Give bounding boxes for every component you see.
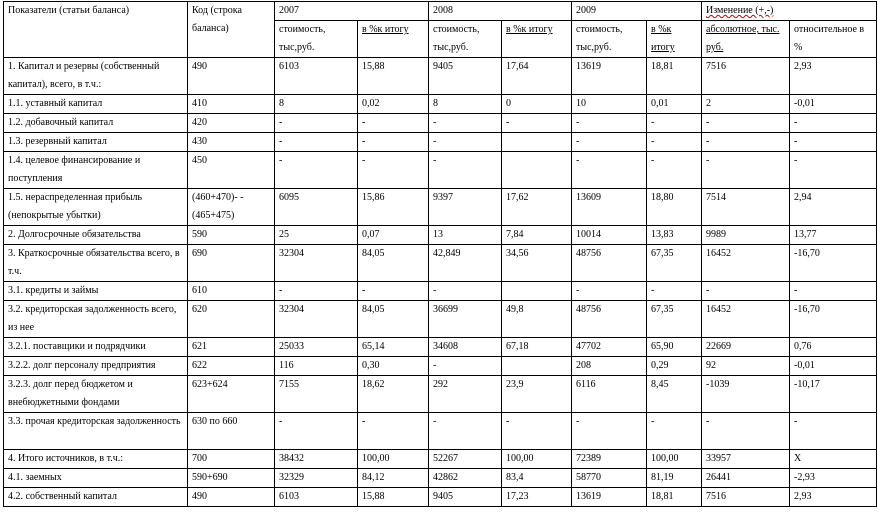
- row-name: 3.2.3. долг перед бюджетом и внебюджетными фондами: [4, 376, 188, 413]
- cost-2009: -: [572, 282, 647, 301]
- cost-2008: 8: [429, 95, 502, 114]
- cost-2008: 9397: [429, 189, 502, 226]
- change-abs: 26441: [702, 469, 790, 488]
- cost-2007: 8: [275, 95, 358, 114]
- cost-2008: 292: [429, 376, 502, 413]
- cost-2008: -: [429, 133, 502, 152]
- row-name: 1.3. резервный капитал: [4, 133, 188, 152]
- header-change: Изменение (+,-): [702, 2, 877, 21]
- row-name: 1. Капитал и резервы (собственный капитал), всего, в т.ч.:: [4, 58, 188, 95]
- share-2009: 0,01: [647, 95, 702, 114]
- cost-2008: -: [429, 357, 502, 376]
- share-2007: 0,30: [358, 357, 429, 376]
- change-rel: -2,93: [790, 469, 877, 488]
- row-code: 590+690: [188, 469, 275, 488]
- cost-2009: 208: [572, 357, 647, 376]
- row-name: 3. Краткосрочные обязательства всего, в т.ч.: [4, 245, 188, 282]
- table-row: [4, 282, 877, 301]
- change-abs: 7514: [702, 189, 790, 226]
- row-code: 490: [188, 58, 275, 95]
- share-2009: -: [647, 114, 702, 133]
- cost-2008: 34608: [429, 338, 502, 357]
- header-year-2008: 2008: [429, 2, 572, 21]
- cost-2008: -: [429, 413, 502, 450]
- row-code: 490: [188, 488, 275, 507]
- row-name: 1.2. добавочный капитал: [4, 114, 188, 133]
- row-code: 621: [188, 338, 275, 357]
- cost-2007: 7155: [275, 376, 358, 413]
- cost-2007: 25033: [275, 338, 358, 357]
- share-2008: -: [502, 114, 572, 133]
- table-row: [4, 226, 877, 245]
- cost-2009: 72389: [572, 450, 647, 469]
- row-code: 450: [188, 152, 275, 189]
- change-rel: -10,17: [790, 376, 877, 413]
- share-2009: 18,81: [647, 58, 702, 95]
- row-name: 4. Итого источников, в т.ч.:: [4, 450, 188, 469]
- cost-2009: 13609: [572, 189, 647, 226]
- cost-2007: 38432: [275, 450, 358, 469]
- share-2008: [502, 357, 572, 376]
- table-row: [4, 133, 877, 152]
- row-code: 620: [188, 301, 275, 338]
- change-rel: -: [790, 114, 877, 133]
- cost-2009: 48756: [572, 245, 647, 282]
- row-code: 700: [188, 450, 275, 469]
- header-rel: относительное в %: [790, 21, 877, 58]
- cost-2009: 6116: [572, 376, 647, 413]
- row-code: 410: [188, 95, 275, 114]
- balance-table: [3, 1, 877, 507]
- share-2009: 13,83: [647, 226, 702, 245]
- share-2007: 15,86: [358, 189, 429, 226]
- share-2007: 0,02: [358, 95, 429, 114]
- table-row: [4, 114, 877, 133]
- cost-2009: 13619: [572, 488, 647, 507]
- table-row: [4, 245, 877, 282]
- row-code: 622: [188, 357, 275, 376]
- share-2008: 17,23: [502, 488, 572, 507]
- share-2009: 81,19: [647, 469, 702, 488]
- cost-2007: -: [275, 133, 358, 152]
- share-2009: 67,35: [647, 301, 702, 338]
- header-code: Код (строка баланса): [188, 2, 275, 58]
- row-code: 590: [188, 226, 275, 245]
- table-row: [4, 469, 877, 488]
- header-year-2009: 2009: [572, 2, 702, 21]
- cost-2009: 10: [572, 95, 647, 114]
- cost-2008: -: [429, 114, 502, 133]
- row-name: 2. Долгосрочные обязательства: [4, 226, 188, 245]
- cost-2007: 32304: [275, 301, 358, 338]
- table-row: [4, 376, 877, 413]
- change-rel: -: [790, 152, 877, 189]
- share-2008: [502, 152, 572, 189]
- share-2007: -: [358, 413, 429, 450]
- change-abs: 33957: [702, 450, 790, 469]
- share-2007: -: [358, 114, 429, 133]
- share-2008: 100,00: [502, 450, 572, 469]
- share-2008: 34,56: [502, 245, 572, 282]
- change-rel: -16,70: [790, 245, 877, 282]
- share-2007: 84,05: [358, 301, 429, 338]
- cost-2007: -: [275, 282, 358, 301]
- share-2009: -: [647, 152, 702, 189]
- row-name: 1.1. уставный капитал: [4, 95, 188, 114]
- change-rel: 13,77: [790, 226, 877, 245]
- share-2009: 18,80: [647, 189, 702, 226]
- share-2008: 7,84: [502, 226, 572, 245]
- share-2008: 0: [502, 95, 572, 114]
- change-abs: -: [702, 114, 790, 133]
- change-rel: -16,70: [790, 301, 877, 338]
- table-row: [4, 58, 877, 95]
- table-row: [4, 95, 877, 114]
- cost-2007: 6103: [275, 488, 358, 507]
- cost-2009: 13619: [572, 58, 647, 95]
- change-abs: -: [702, 413, 790, 450]
- share-2007: 15,88: [358, 58, 429, 95]
- cost-2009: -: [572, 413, 647, 450]
- share-2009: -: [647, 413, 702, 450]
- share-2008: 49,8: [502, 301, 572, 338]
- share-2009: 8,45: [647, 376, 702, 413]
- cost-2009: -: [572, 152, 647, 189]
- table-row: [4, 357, 877, 376]
- share-2009: 65,90: [647, 338, 702, 357]
- share-2009: -: [647, 282, 702, 301]
- cost-2009: -: [572, 133, 647, 152]
- header-cost-2008: стоимость, тыс,руб.: [429, 21, 502, 58]
- table-row: [4, 450, 877, 469]
- change-abs: 92: [702, 357, 790, 376]
- change-rel: 2,94: [790, 189, 877, 226]
- row-name: 4.2. собственный капитал: [4, 488, 188, 507]
- row-name: 3.3. прочая кредиторская задолженность: [4, 413, 188, 450]
- share-2007: -: [358, 282, 429, 301]
- share-2008: 83,4: [502, 469, 572, 488]
- share-2008: 23,9: [502, 376, 572, 413]
- row-name: 1.4. целевое финансирование и поступления: [4, 152, 188, 189]
- change-rel: 0,76: [790, 338, 877, 357]
- change-rel: -0,01: [790, 357, 877, 376]
- row-name: 3.2.1. поставщики и подрядчики: [4, 338, 188, 357]
- change-rel: -: [790, 133, 877, 152]
- header-year-2007: 2007: [275, 2, 429, 21]
- cost-2007: 6103: [275, 58, 358, 95]
- share-2008: -: [502, 413, 572, 450]
- share-2009: 18,81: [647, 488, 702, 507]
- cost-2007: 6095: [275, 189, 358, 226]
- change-abs: -: [702, 282, 790, 301]
- cost-2008: 42862: [429, 469, 502, 488]
- share-2008: [502, 282, 572, 301]
- change-abs: 16452: [702, 301, 790, 338]
- cost-2007: -: [275, 413, 358, 450]
- cost-2009: 47702: [572, 338, 647, 357]
- share-2007: -: [358, 152, 429, 189]
- table-row: [4, 152, 877, 189]
- cost-2007: 25: [275, 226, 358, 245]
- change-abs: 16452: [702, 245, 790, 282]
- cost-2007: -: [275, 152, 358, 189]
- share-2007: 65,14: [358, 338, 429, 357]
- row-code: (460+470)- -(465+475): [188, 189, 275, 226]
- cost-2008: -: [429, 152, 502, 189]
- header-share-2008: в %к итогу: [502, 21, 572, 58]
- header-share-2009: в %к итогу: [647, 21, 702, 58]
- row-code: 690: [188, 245, 275, 282]
- change-rel: Х: [790, 450, 877, 469]
- row-name: 3.2.2. долг персоналу предприятия: [4, 357, 188, 376]
- change-abs: 9989: [702, 226, 790, 245]
- row-name: 4.1. заемных: [4, 469, 188, 488]
- share-2009: 100,00: [647, 450, 702, 469]
- row-code: 623+624: [188, 376, 275, 413]
- header-abs: абсолютное, тыс. руб.: [702, 21, 790, 58]
- cost-2008: 9405: [429, 58, 502, 95]
- cost-2008: 9405: [429, 488, 502, 507]
- cost-2009: 10014: [572, 226, 647, 245]
- share-2009: 0,29: [647, 357, 702, 376]
- share-2007: 18,62: [358, 376, 429, 413]
- header-row-top: [4, 2, 877, 21]
- cost-2007: -: [275, 114, 358, 133]
- table-row: [4, 338, 877, 357]
- change-rel: -0,01: [790, 95, 877, 114]
- change-rel: -: [790, 282, 877, 301]
- row-name: 3.1. кредиты и займы: [4, 282, 188, 301]
- row-code: 420: [188, 114, 275, 133]
- change-abs: -: [702, 152, 790, 189]
- cost-2008: 52267: [429, 450, 502, 469]
- table-row: [4, 413, 877, 450]
- table-row: [4, 189, 877, 226]
- row-code: 430: [188, 133, 275, 152]
- row-code: 610: [188, 282, 275, 301]
- cost-2009: -: [572, 114, 647, 133]
- share-2007: -: [358, 133, 429, 152]
- change-abs: 7516: [702, 488, 790, 507]
- share-2009: 67,35: [647, 245, 702, 282]
- share-2009: -: [647, 133, 702, 152]
- row-name: 1.5. нераспределенная прибыль (непокрытые убытки): [4, 189, 188, 226]
- change-abs: 2: [702, 95, 790, 114]
- header-cost-2007: стоимость, тыс,руб.: [275, 21, 358, 58]
- row-code: 630 по 660: [188, 413, 275, 450]
- header-indicator: Показатели (статьи баланса): [4, 2, 188, 58]
- cost-2007: 32329: [275, 469, 358, 488]
- change-rel: 2,93: [790, 58, 877, 95]
- change-abs: 7516: [702, 58, 790, 95]
- change-abs: -1039: [702, 376, 790, 413]
- header-share-2007: в %к итогу: [358, 21, 429, 58]
- share-2008: 17,62: [502, 189, 572, 226]
- table-row: [4, 301, 877, 338]
- cost-2007: 116: [275, 357, 358, 376]
- share-2007: 100,00: [358, 450, 429, 469]
- cost-2008: -: [429, 282, 502, 301]
- share-2008: [502, 133, 572, 152]
- row-name: 3.2. кредиторская задолженность всего, из нее: [4, 301, 188, 338]
- header-cost-2009: стоимость, тыс,руб.: [572, 21, 647, 58]
- cost-2008: 42,849: [429, 245, 502, 282]
- share-2007: 84,12: [358, 469, 429, 488]
- cost-2008: 36699: [429, 301, 502, 338]
- cost-2009: 58770: [572, 469, 647, 488]
- table-row: [4, 488, 877, 507]
- share-2008: 67,18: [502, 338, 572, 357]
- change-abs: -: [702, 133, 790, 152]
- cost-2007: 32304: [275, 245, 358, 282]
- share-2007: 84,05: [358, 245, 429, 282]
- change-rel: 2,93: [790, 488, 877, 507]
- share-2007: 15,88: [358, 488, 429, 507]
- share-2007: 0,07: [358, 226, 429, 245]
- share-2008: 17,64: [502, 58, 572, 95]
- change-rel: -: [790, 413, 877, 450]
- change-abs: 22669: [702, 338, 790, 357]
- cost-2009: 48756: [572, 301, 647, 338]
- cost-2008: 13: [429, 226, 502, 245]
